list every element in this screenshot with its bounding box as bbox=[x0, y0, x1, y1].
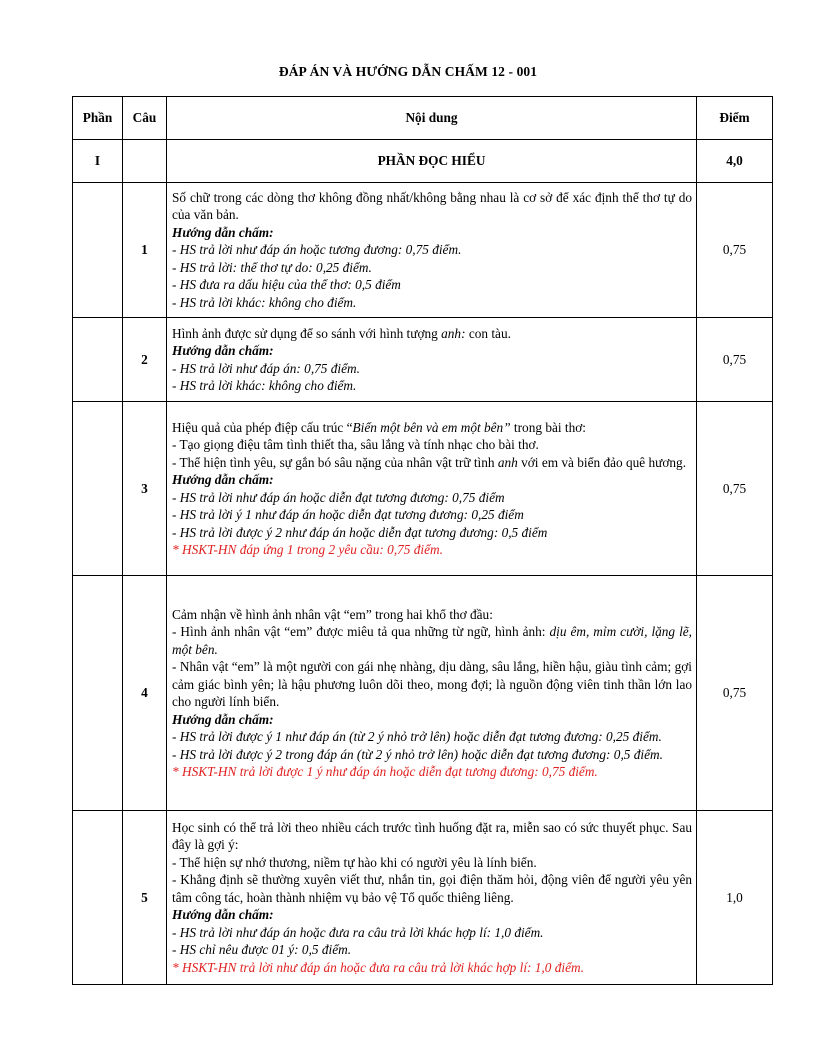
question-content bbox=[167, 576, 697, 811]
guide-line: - HS trả lời được ý 2 trong đáp án (từ 2 ý nhỏ trở lên) hoặc diễn đạt tương đương: 0,5 điểm. bbox=[172, 746, 663, 762]
section-score: 4,0 bbox=[697, 140, 773, 183]
phan-cell bbox=[73, 183, 123, 318]
guide-line: - HS trả lời được ý 1 như đáp án (từ 2 ý nhỏ trở lên) hoặc diễn đạt tương đương: 0,25 điểm. bbox=[172, 729, 662, 744]
guide-line: - HS trả lời như đáp án: 0,75 điểm. bbox=[172, 360, 360, 376]
question-score: 1,0 bbox=[697, 811, 773, 985]
guide-heading: Hướng dẫn chấm: bbox=[172, 343, 274, 358]
section-row bbox=[73, 140, 773, 183]
question-content bbox=[167, 318, 697, 402]
hskt-note: * HSKT-HN trả lời được 1 ý như đáp án hoặc diễn đạt tương đương: 0,75 điểm. bbox=[172, 764, 598, 779]
guide-line: - HS trả lời ý 1 như đáp án hoặc diễn đạt tương đương: 0,25 điểm bbox=[172, 507, 524, 522]
question-number: 1 bbox=[123, 183, 167, 318]
guide-heading: Hướng dẫn chấm: bbox=[172, 472, 274, 487]
question-number: 3 bbox=[123, 402, 167, 576]
guide-line: - HS trả lời như đáp án hoặc đưa ra câu trả lời khác hợp lí: 1,0 điểm. bbox=[172, 924, 544, 940]
phan-cell bbox=[73, 811, 123, 985]
question-number: 2 bbox=[123, 318, 167, 402]
answer-text: - Hình ảnh nhân vật “em” được miêu tả qua những từ ngữ, hình ảnh: dịu êm, mỉm cười, lặng lẽ, một bên. bbox=[172, 624, 692, 657]
answer-text: - Thể hiện tình yêu, sự gắn bó sâu nặng của nhân vật trữ tình anh với em và biển đảo quê hương. bbox=[172, 454, 687, 470]
guide-line: - HS trả lời khác: không cho điểm. bbox=[172, 378, 357, 393]
guide-line: - HS chỉ nêu được 01 ý: 0,5 điểm. bbox=[172, 942, 352, 958]
answer-text: Học sinh có thể trả lời theo nhiều cách trước tình huống đặt ra, miễn sao có sức thuyết phục. Sau đây là gợi ý: bbox=[172, 819, 692, 853]
hskt-note: * HSKT-HN đáp ứng 1 trong 2 yêu cầu: 0,75 điểm. bbox=[172, 542, 443, 557]
hskt-note: * HSKT-HN trả lời như đáp án hoặc đưa ra câu trả lời khác hợp lí: 1,0 điểm. bbox=[172, 959, 584, 975]
guide-heading: Hướng dẫn chấm: bbox=[172, 224, 274, 240]
answer-text: - Thể hiện sự nhớ thương, niềm tự hào khi có người yêu là lính biển. bbox=[172, 854, 537, 870]
guide-line: - HS đưa ra dấu hiệu của thể thơ: 0,5 điểm bbox=[172, 277, 401, 293]
header-phan: Phần bbox=[73, 97, 123, 140]
table-row-q2 bbox=[73, 318, 773, 402]
question-score: 0,75 bbox=[697, 318, 773, 402]
guide-line: - HS trả lời như đáp án hoặc tương đương: 0,75 điểm. bbox=[172, 242, 462, 258]
guide-heading: Hướng dẫn chấm: bbox=[172, 907, 274, 923]
question-number: 5 bbox=[123, 811, 167, 985]
answer-text: - Tạo giọng điệu tâm tình thiết tha, sâu lắng và tính nhạc cho bài thơ. bbox=[172, 437, 539, 452]
header-diem: Điểm bbox=[697, 97, 773, 140]
table-row-q3 bbox=[73, 402, 773, 576]
phan-cell bbox=[73, 576, 123, 811]
question-content bbox=[167, 183, 697, 318]
header-cau: Câu bbox=[123, 97, 167, 140]
table-header-row bbox=[73, 97, 773, 140]
question-content bbox=[167, 811, 697, 985]
guide-line: - HS trả lời: thể thơ tự do: 0,25 điểm. bbox=[172, 259, 372, 275]
question-score: 0,75 bbox=[697, 183, 773, 318]
header-noi-dung: Nội dung bbox=[167, 97, 697, 140]
section-empty-cell bbox=[123, 140, 167, 183]
table-row-q4 bbox=[73, 576, 773, 811]
section-number: I bbox=[73, 140, 123, 183]
document-title: ĐÁP ÁN VÀ HƯỚNG DẪN CHẤM 12 - 001 bbox=[278, 64, 538, 79]
phan-cell bbox=[73, 318, 123, 402]
section-title: PHẦN ĐỌC HIỂU bbox=[167, 140, 697, 183]
guide-line: - HS trả lời như đáp án hoặc diễn đạt tương đương: 0,75 điểm bbox=[172, 489, 505, 505]
phan-cell bbox=[73, 402, 123, 576]
answer-table bbox=[72, 96, 773, 985]
answer-text: - Nhân vật “em” là một người con gái nhẹ nhàng, dịu dàng, sâu lắng, hiền hậu, giàu tình cảm; gợi cảm giác bình yên; là hậu phương luôn dõi theo, mong đợi; là nguồn động viên tinh thần lớn lao cho người lính biển. bbox=[172, 659, 692, 709]
question-number: 4 bbox=[123, 576, 167, 811]
answer-text: Hiệu quả của phép điệp cấu trúc “Biển một bên và em một bên” trong bài thơ: bbox=[172, 419, 586, 435]
answer-text: Hình ảnh được sử dụng để so sánh với hình tượng anh: con tàu. bbox=[172, 325, 511, 341]
answer-text: Số chữ trong các dòng thơ không đồng nhất/không bằng nhau là cơ sở để xác định thể thơ tự do của văn bản. bbox=[172, 189, 692, 223]
table-row-q1 bbox=[73, 183, 773, 318]
question-score: 0,75 bbox=[697, 402, 773, 576]
answer-text: - Khẳng định sẽ thường xuyên viết thư, nhắn tin, gọi điện thăm hỏi, động viên để người yêu yên tâm công tác, hoàn thành nhiệm vụ bảo vệ Tổ quốc thiêng liêng. bbox=[172, 872, 692, 905]
guide-line: - HS trả lời được ý 2 như đáp án hoặc diễn đạt tương đương: 0,5 điểm bbox=[172, 524, 548, 540]
guide-line: - HS trả lời khác: không cho điểm. bbox=[172, 294, 357, 310]
question-score: 0,75 bbox=[697, 576, 773, 811]
question-content bbox=[167, 402, 697, 576]
table-row-q5 bbox=[73, 811, 773, 985]
guide-heading: Hướng dẫn chấm: bbox=[172, 711, 274, 727]
answer-text: Cảm nhận về hình ảnh nhân vật “em” trong hai khổ thơ đầu: bbox=[172, 606, 493, 622]
